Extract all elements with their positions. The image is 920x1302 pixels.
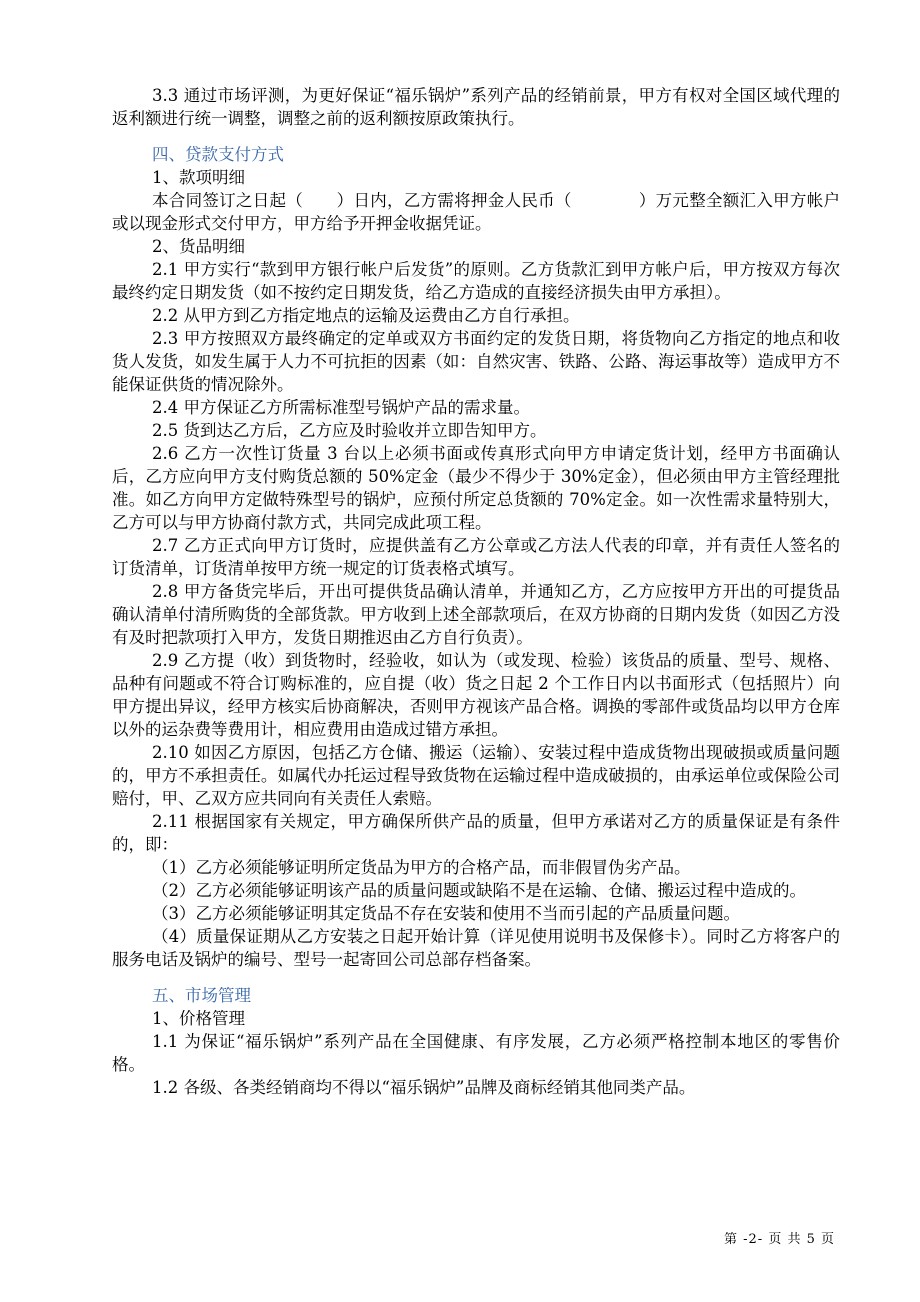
- clause-2-1: 2.1 甲方实行“款到甲方银行帐户后发货”的原则。乙方货款汇到甲方帐户后，甲方按双方每次最终约定日期发货（如不按约定日期发货，给乙方造成的直接经济损失由甲方承担）。: [112, 260, 840, 302]
- page-footer: 第 -2- 页 共 5 页: [724, 1232, 835, 1247]
- clause-2-3: 2.3 甲方按照双方最终确定的定单或双方书面约定的发货日期，将货物向乙方指定的地点和收货人发货，如发生属于人力不可抗拒的因素（如：自然灾害、铁路、公路、海运事故等）造成甲方不能保证供货的情况除外。: [112, 329, 840, 394]
- clause-5-1-2: 1.2 各级、各类经销商均不得以“福乐锅炉”品牌及商标经销其他同类产品。: [152, 1078, 696, 1097]
- subsection-payment-details: 1、款项明细: [152, 168, 245, 187]
- document-body: [112, 84, 840, 1099]
- subsection-price-management: 1、价格管理: [152, 1009, 245, 1028]
- condition-3: （3）乙方必须能够证明其定货品不存在安装和使用不当而引起的产品质量问题。: [152, 904, 740, 923]
- clause-2-10: 2.10 如因乙方原因，包括乙方仓储、搬运（运输）、安装过程中造成货物出现破损或质量问题的，甲方不承担责任。如属代办托运过程导致货物在运输过程中造成破损的，由承运单位或保险公司赔付，甲、乙双方应共同向有关责任人索赔。: [112, 743, 840, 808]
- clause-2-9: 2.9 乙方提（收）到货物时，经验收，如认为（或发现、检验）该货品的质量、型号、规格、品种有问题或不符合订购标准的，应自提（收）货之日起 2 个工作日内以书面形式（包括照片）向甲方提出异议，经甲方核实后协商解决，否则甲方视该产品合格。调换的零部件或货品均以甲方仓库以外的运杂费等费用计，相应费用由造成过错方承担。: [112, 651, 840, 739]
- condition-2: （2）乙方必须能够证明该产品的质量问题或缺陷不是在运输、仓储、搬运过程中造成的。: [152, 881, 806, 900]
- clause-2-8: 2.8 甲方备货完毕后，开出可提供货品确认清单，并通知乙方，乙方应按甲方开出的可提货品确认清单付清所购货的全部货款。甲方收到上述全部款项后，在双方协商的日期内发货（如因乙方没有及时把款项打入甲方，发货日期推迟由乙方自行负责）。: [112, 582, 840, 647]
- clause-2-2: 2.2 从甲方到乙方指定地点的运输及运费由乙方自行承担。: [152, 306, 580, 325]
- section-heading-market: 五、市场管理: [152, 986, 251, 1005]
- subsection-goods-details: 2、货品明细: [152, 237, 245, 256]
- clause-5-1-1: 1.1 为保证“福乐锅炉”系列产品在全国健康、有序发展，乙方必须严格控制本地区的零售价格。: [112, 1032, 840, 1074]
- clause-2-6: 2.6 乙方一次性订货量 3 台以上必须书面或传真形式向甲方申请定货计划，经甲方书面确认后，乙方应向甲方支付购货总额的 50%定金（最少不得少于 30%定金），但必须由甲方主管经理批准。如乙方向甲方定做特殊型号的锅炉，应预付所定总货额的 70%定金。如一次性需求量特别大，乙方可以与甲方协商付款方式，共同完成此项工程。: [112, 444, 840, 532]
- clause-2-5: 2.5 货到达乙方后，乙方应及时验收并立即告知甲方。: [152, 421, 547, 440]
- condition-1: （1）乙方必须能够证明所定货品为甲方的合格产品，而非假冒伪劣产品。: [152, 858, 691, 877]
- condition-4: （4）质量保证期从乙方安装之日起开始计算（详见使用说明书及保修卡）。同时乙方将客户的服务电话及锅炉的编号、型号一起寄回公司总部存档备案。: [112, 927, 840, 969]
- clause-2-11: 2.11 根据国家有关规定，甲方确保所供产品的质量，但甲方承诺对乙方的质量保证是有条件的，即：: [112, 812, 840, 854]
- clause-2-4: 2.4 甲方保证乙方所需标准型号锅炉产品的需求量。: [152, 398, 530, 417]
- clause-deposit: 本合同签订之日起（ ）日内，乙方需将押金人民币（ ）万元整全额汇入甲方帐户或以现金形式交付甲方，甲方给予开押金收据凭证。: [112, 191, 840, 233]
- section-heading-payment: 四、贷款支付方式: [152, 145, 284, 164]
- clause-3-3: 3.3 通过市场评测，为更好保证“福乐锅炉”系列产品的经销前景，甲方有权对全国区域代理的返利额进行统一调整，调整之前的返利额按原政策执行。: [112, 86, 840, 128]
- clause-2-7: 2.7 乙方正式向甲方订货时，应提供盖有乙方公章或乙方法人代表的印章，并有责任人签名的订货清单，订货清单按甲方统一规定的订货表格式填写。: [112, 536, 840, 578]
